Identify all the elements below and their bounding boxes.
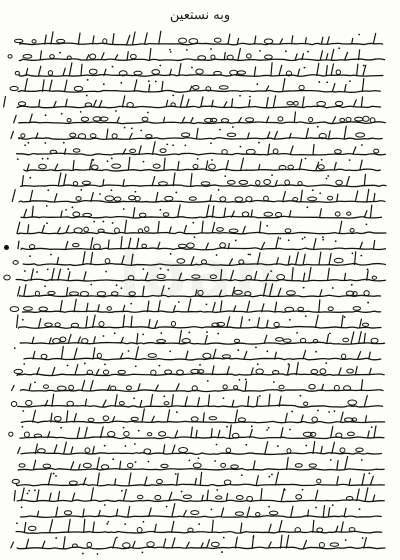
manuscript-line <box>10 299 380 318</box>
manuscript-line <box>18 441 382 460</box>
manuscript-line <box>9 425 384 439</box>
manuscript-line <box>10 79 380 98</box>
manuscript-line <box>24 157 380 177</box>
watermark: loan <box>118 238 282 312</box>
page-heading: وبه نستعين <box>169 8 231 23</box>
manuscript-line <box>14 362 384 380</box>
manuscript-line <box>18 237 386 256</box>
manuscript-line <box>17 220 386 239</box>
manuscript-line <box>21 205 382 224</box>
manuscript-line <box>21 504 382 523</box>
manuscript-line <box>15 63 383 82</box>
manuscript-line <box>12 380 383 397</box>
manuscript-line <box>21 173 386 193</box>
manuscript-line <box>23 346 381 365</box>
manuscript-line <box>17 315 381 334</box>
manuscript-line <box>11 394 382 412</box>
manuscript-line <box>16 519 382 539</box>
manuscript-line <box>17 142 386 161</box>
manuscript-line <box>14 488 384 508</box>
manuscript-line <box>18 283 381 303</box>
margin-mark <box>4 245 9 250</box>
manuscript-line <box>21 409 384 429</box>
manuscript-line <box>4 267 386 287</box>
manuscript-line <box>11 535 385 555</box>
manuscript-line <box>8 48 385 66</box>
manuscript-line <box>12 189 385 208</box>
manuscript-line <box>12 472 384 491</box>
manuscript-line <box>14 31 382 50</box>
manuscript-line <box>14 112 386 129</box>
manuscript-line <box>11 126 382 145</box>
manuscript-line <box>4 95 381 113</box>
manuscript-line <box>14 330 385 349</box>
